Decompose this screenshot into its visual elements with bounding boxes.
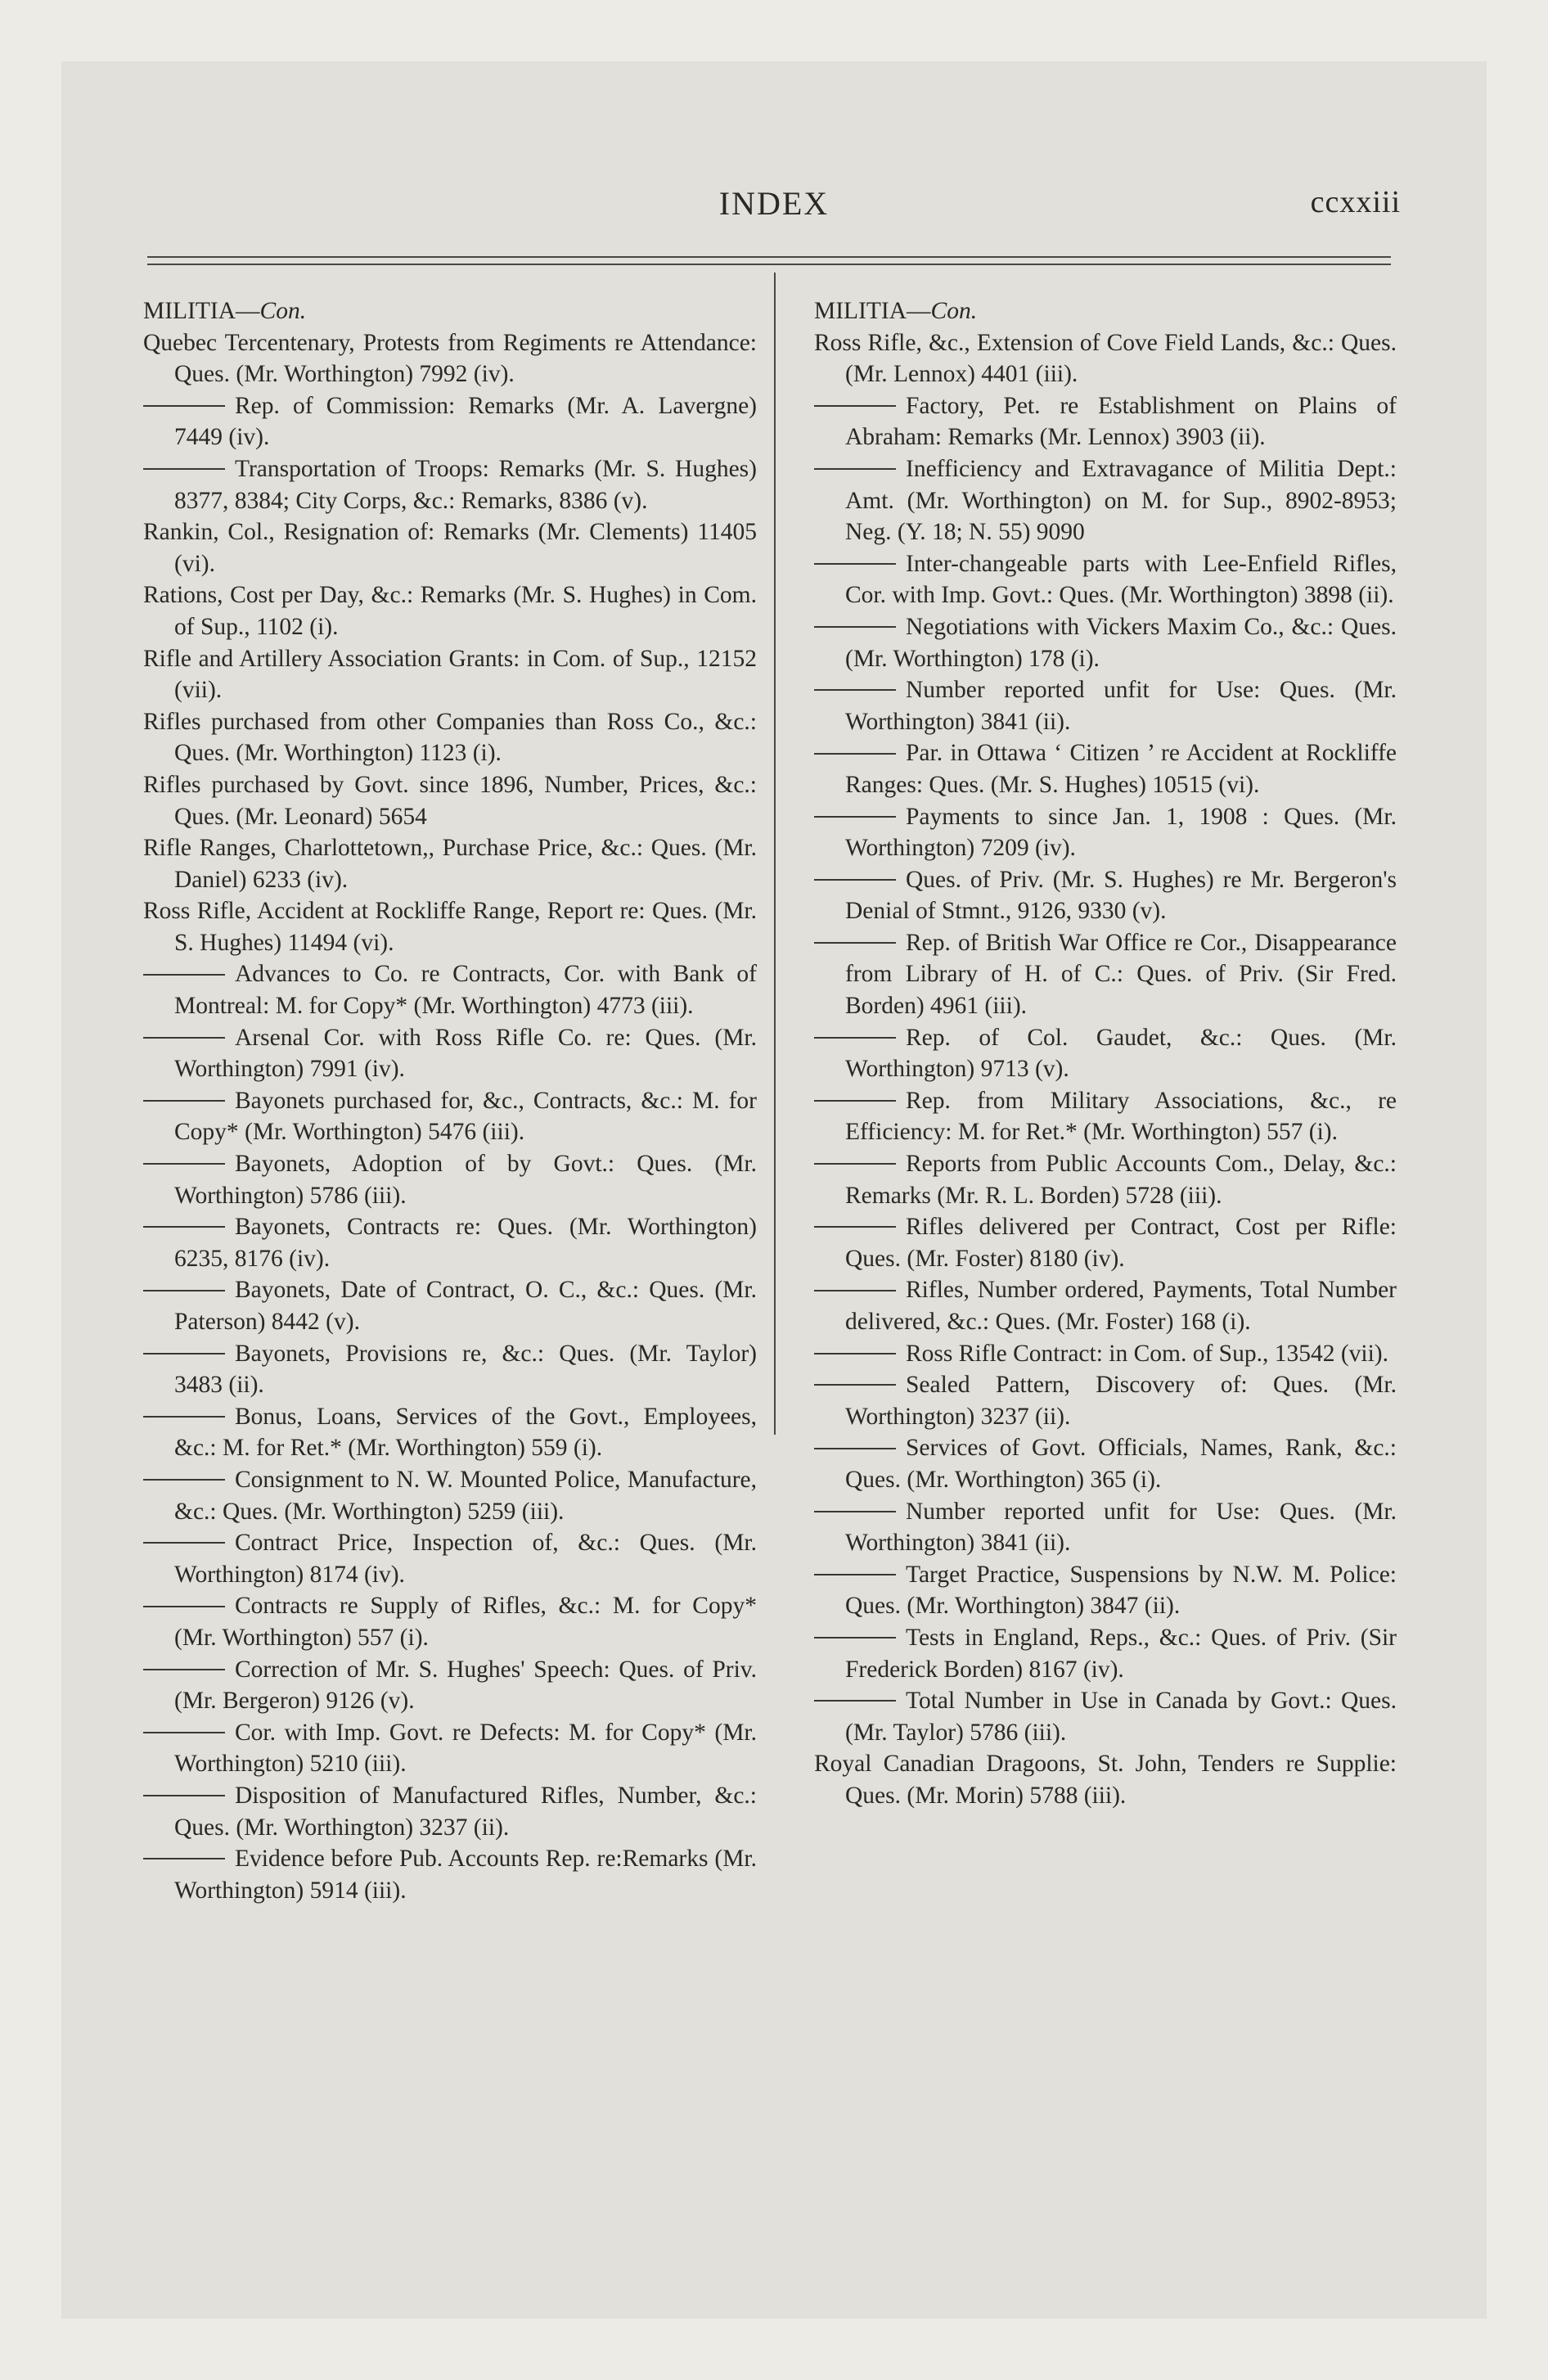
- entry-text: Arsenal Cor. with Ross Rifle Co. re: Ques. (Mr. Worthington) 7991 (iv).: [174, 1024, 757, 1083]
- index-entry: [814, 611, 1397, 674]
- index-entry: [143, 958, 757, 1021]
- index-entry: [143, 1464, 757, 1527]
- ditto-dash: [143, 1669, 225, 1670]
- ditto-dash: [143, 1163, 225, 1165]
- ditto-dash: [143, 1732, 225, 1733]
- index-entry: [814, 548, 1397, 611]
- header-rule: [147, 264, 1391, 265]
- ditto-dash: [814, 942, 896, 944]
- index-entry: [143, 1780, 757, 1843]
- ditto-dash: [814, 626, 896, 628]
- entry-text: Evidence before Pub. Accounts Rep. re:Remarks (Mr. Worthington) 5914 (iii).: [174, 1846, 757, 1904]
- ditto-dash: [143, 1606, 225, 1607]
- entry-text: Ross Rifle, &c., Extension of Cove Field Lands, &c.: Ques. (Mr. Lennox) 4401 (iii).: [814, 329, 1397, 388]
- entry-list: [143, 327, 757, 1907]
- page-title: INDEX: [718, 185, 830, 222]
- entry-text: Rifles purchased by Govt. since 1896, Number, Prices, &c.: Ques. (Mr. Leonard) 5654: [143, 771, 757, 830]
- entry-text: Rifles, Number ordered, Payments, Total Number delivered, &c.: Ques. (Mr. Foster) 168 (i).: [845, 1277, 1397, 1335]
- entry-text: Sealed Pattern, Discovery of: Ques. (Mr. Worthington) 3237 (ii).: [845, 1372, 1397, 1430]
- index-entry: [814, 1559, 1397, 1622]
- ditto-dash: [143, 1037, 225, 1039]
- index-entry: [814, 737, 1397, 800]
- index-entry: [814, 1622, 1397, 1685]
- ditto-dash: [814, 1163, 896, 1165]
- entry-text: Ross Rifle Contract: in Com. of Sup., 13542 (vii).: [906, 1340, 1388, 1367]
- index-entry: [814, 1274, 1397, 1337]
- entry-text: Number reported unfit for Use: Ques. (Mr. Worthington) 3841 (ii).: [845, 677, 1397, 735]
- entry-text: Ques. of Priv. (Mr. S. Hughes) re Mr. Bergeron's Denial of Stmnt., 9126, 9330 (v).: [845, 866, 1397, 925]
- ditto-dash: [143, 1542, 225, 1544]
- entry-text: Ross Rifle, Accident at Rockliffe Range, Report re: Ques. (Mr. S. Hughes) 11494 (vi).: [143, 898, 757, 956]
- entry-text: Correction of Mr. S. Hughes' Speech: Ques. of Priv. (Mr. Bergeron) 9126 (v).: [174, 1656, 757, 1715]
- index-entry: [143, 1274, 757, 1337]
- index-entry: [143, 1338, 757, 1401]
- index-entry: [143, 1148, 757, 1211]
- ditto-dash: [814, 563, 896, 565]
- index-entry: [143, 1022, 757, 1085]
- index-entry: [814, 1338, 1397, 1370]
- index-entry: [143, 706, 757, 769]
- entry-text: Contract Price, Inspection of, &c.: Ques. (Mr. Worthington) 8174 (iv).: [174, 1530, 757, 1588]
- ditto-dash: [143, 468, 225, 470]
- index-entry: [143, 579, 757, 642]
- ditto-dash: [143, 974, 225, 976]
- ditto-dash: [143, 1100, 225, 1102]
- ditto-dash: [814, 1700, 896, 1702]
- entry-text: Rep. of Commission: Remarks (Mr. A. Lavergne) 7449 (iv).: [174, 392, 757, 451]
- left-column: [143, 295, 757, 1906]
- index-page: [61, 61, 1487, 2319]
- index-entry: [143, 895, 757, 958]
- ditto-dash: [814, 879, 896, 881]
- ditto-dash: [814, 1574, 896, 1575]
- index-entry: [814, 1748, 1397, 1811]
- entry-text: Bayonets, Adoption of by Govt.: Ques. (Mr. Worthington) 5786 (iii).: [174, 1151, 757, 1209]
- entry-text: Inefficiency and Extravagance of Militia Dept.: Amt. (Mr. Worthington) on M. for Sup., 8902-8953; Neg. (Y. 18; N. 55) 9090: [845, 455, 1397, 546]
- entry-text: Payments to since Jan. 1, 1908 : Ques. (Mr. Worthington) 7209 (iv).: [845, 803, 1397, 862]
- ditto-dash: [814, 1353, 896, 1355]
- ditto-dash: [143, 1353, 225, 1355]
- entry-text: Bayonets, Date of Contract, O. C., &c.: Ques. (Mr. Paterson) 8442 (v).: [174, 1277, 757, 1335]
- entry-text: Total Number in Use in Canada by Govt.: Ques. (Mr. Taylor) 5786 (iii).: [845, 1688, 1397, 1746]
- entry-text: Advances to Co. re Contracts, Cor. with Bank of Montreal: M. for Copy* (Mr. Worthington) 4773 (iii).: [174, 961, 757, 1020]
- entry-text: Inter-changeable parts with Lee-Enfield Rifles, Cor. with Imp. Govt.: Ques. (Mr. Worthington) 3898 (ii).: [845, 550, 1397, 609]
- ditto-dash: [814, 1037, 896, 1039]
- entry-text: Number reported unfit for Use: Ques. (Mr. Worthington) 3841 (ii).: [845, 1498, 1397, 1557]
- entry-text: Tests in England, Reps., &c.: Ques. of Priv. (Sir Frederick Borden) 8167 (iv).: [845, 1624, 1397, 1683]
- index-entry: [814, 1496, 1397, 1559]
- ditto-dash: [814, 1290, 896, 1291]
- ditto-dash: [143, 1479, 225, 1481]
- entry-text: Rankin, Col., Resignation of: Remarks (Mr. Clements) 11405 (vi).: [143, 519, 757, 577]
- index-entry: [143, 1085, 757, 1148]
- entry-text: Rep. of British War Office re Cor., Disappearance from Library of H. of C.: Ques. of Priv. (Sir Fred. Borden) 4961 (iii).: [845, 929, 1397, 1020]
- index-entry: [814, 864, 1397, 927]
- entry-text: Contracts re Supply of Rifles, &c.: M. for Copy* (Mr. Worthington) 557 (i).: [174, 1593, 757, 1651]
- index-entry: [143, 390, 757, 453]
- column-divider: [774, 273, 776, 1435]
- ditto-dash: [814, 689, 896, 691]
- header-rule: [147, 256, 1391, 258]
- entry-text: Reports from Public Accounts Com., Delay, &c.: Remarks (Mr. R. L. Borden) 5728 (iii).: [845, 1151, 1397, 1209]
- ditto-dash: [814, 1448, 896, 1449]
- index-entry: [143, 832, 757, 895]
- ditto-dash: [814, 753, 896, 755]
- index-entry: [814, 453, 1397, 548]
- ditto-dash: [143, 1416, 225, 1418]
- page-number: ccxxiii: [1310, 185, 1401, 219]
- ditto-dash: [814, 1100, 896, 1102]
- index-entry: [143, 1211, 757, 1274]
- entry-text: Negotiations with Vickers Maxim Co., &c.: Ques. (Mr. Worthington) 178 (i).: [845, 613, 1397, 672]
- entry-text: Rep. from Military Associations, &c., re Efficiency: M. for Ret.* (Mr. Worthington) 557 (i).: [845, 1087, 1397, 1146]
- right-column: [814, 295, 1397, 1812]
- ditto-dash: [814, 1384, 896, 1386]
- ditto-dash: [814, 1637, 896, 1639]
- entry-text: Rifles purchased from other Companies than Ross Co., &c.: Ques. (Mr. Worthington) 1123 (i).: [143, 708, 757, 767]
- entry-text: Bayonets, Contracts re: Ques. (Mr. Worthington) 6235, 8176 (iv).: [174, 1214, 757, 1272]
- entry-text: Cor. with Imp. Govt. re Defects: M. for Copy* (Mr. Worthington) 5210 (iii).: [174, 1719, 757, 1778]
- entry-text: Par. in Ottawa ‘ Citizen ’ re Accident at Rockliffe Ranges: Ques. (Mr. S. Hughes) 10515 (vi).: [845, 740, 1397, 798]
- entry-text: Disposition of Manufactured Rifles, Number, &c.: Ques. (Mr. Worthington) 3237 (ii).: [174, 1782, 757, 1841]
- index-entry: [143, 516, 757, 579]
- index-entry: [143, 1527, 757, 1590]
- index-entry: [143, 1843, 757, 1906]
- entry-text: Consignment to N. W. Mounted Police, Manufacture, &c.: Ques. (Mr. Worthington) 5259 (iii).: [174, 1466, 757, 1525]
- index-entry: [814, 1148, 1397, 1211]
- ditto-dash: [814, 816, 896, 818]
- index-entry: [143, 1717, 757, 1780]
- index-entry: [814, 327, 1397, 390]
- entry-text: Transportation of Troops: Remarks (Mr. S. Hughes) 8377, 8384; City Corps, &c.: Remarks, 8386 (v).: [174, 455, 757, 514]
- index-entry: [814, 1432, 1397, 1495]
- index-entry: [814, 1685, 1397, 1748]
- index-entry: [143, 1590, 757, 1653]
- index-entry: [143, 1401, 757, 1464]
- entry-text: Rifle and Artillery Association Grants: in Com. of Sup., 12152 (vii).: [143, 645, 757, 704]
- entry-text: Bonus, Loans, Services of the Govt., Employees, &c.: M. for Ret.* (Mr. Worthington) 559 (i).: [174, 1403, 757, 1462]
- entry-text: Factory, Pet. re Establishment on Plains of Abraham: Remarks (Mr. Lennox) 3903 (ii).: [845, 392, 1397, 451]
- entry-text: Royal Canadian Dragoons, St. John, Tenders re Supplie: Ques. (Mr. Morin) 5788 (iii).: [814, 1751, 1397, 1809]
- entry-text: Rep. of Col. Gaudet, &c.: Ques. (Mr. Worthington) 9713 (v).: [845, 1024, 1397, 1083]
- entry-text: Target Practice, Suspensions by N.W. M. Police: Ques. (Mr. Worthington) 3847 (ii).: [845, 1561, 1397, 1620]
- entry-text: Bayonets purchased for, &c., Contracts, &c.: M. for Copy* (Mr. Worthington) 5476 (iii).: [174, 1087, 757, 1146]
- index-entry: [143, 643, 757, 706]
- entry-list: [814, 327, 1397, 1812]
- ditto-dash: [143, 1290, 225, 1291]
- ditto-dash: [814, 1511, 896, 1512]
- entry-text: Rifle Ranges, Charlottetown,, Purchase Price, &c.: Ques. (Mr. Daniel) 6233 (iv).: [143, 835, 757, 893]
- index-entry: [814, 1022, 1397, 1085]
- ditto-dash: [143, 405, 225, 407]
- ditto-dash: [814, 1226, 896, 1228]
- ditto-dash: [814, 405, 896, 407]
- entry-text: Bayonets, Provisions re, &c.: Ques. (Mr. Taylor) 3483 (ii).: [174, 1340, 757, 1399]
- index-entry: [143, 769, 757, 832]
- index-entry: [143, 453, 757, 516]
- entry-text: Services of Govt. Officials, Names, Rank, &c.: Ques. (Mr. Worthington) 365 (i).: [845, 1435, 1397, 1493]
- index-entry: [814, 674, 1397, 737]
- section-heading: MILITIA—Con.: [814, 298, 978, 324]
- entry-text: Rifles delivered per Contract, Cost per Rifle: Ques. (Mr. Foster) 8180 (iv).: [845, 1214, 1397, 1272]
- ditto-dash: [814, 468, 896, 470]
- index-entry: [814, 1369, 1397, 1432]
- index-entry: [814, 801, 1397, 864]
- index-entry: [814, 927, 1397, 1022]
- entry-text: Rations, Cost per Day, &c.: Remarks (Mr. S. Hughes) in Com. of Sup., 1102 (i).: [143, 582, 757, 640]
- ditto-dash: [143, 1795, 225, 1796]
- index-entry: [814, 1085, 1397, 1148]
- index-entry: [143, 1654, 757, 1717]
- index-entry: [814, 1211, 1397, 1274]
- entry-text: Quebec Tercentenary, Protests from Regiments re Attendance: Ques. (Mr. Worthington) 7992 (iv).: [143, 329, 757, 388]
- index-entry: [143, 327, 757, 390]
- ditto-dash: [143, 1858, 225, 1859]
- section-heading: MILITIA—Con.: [143, 298, 307, 324]
- ditto-dash: [143, 1226, 225, 1228]
- index-entry: [814, 390, 1397, 453]
